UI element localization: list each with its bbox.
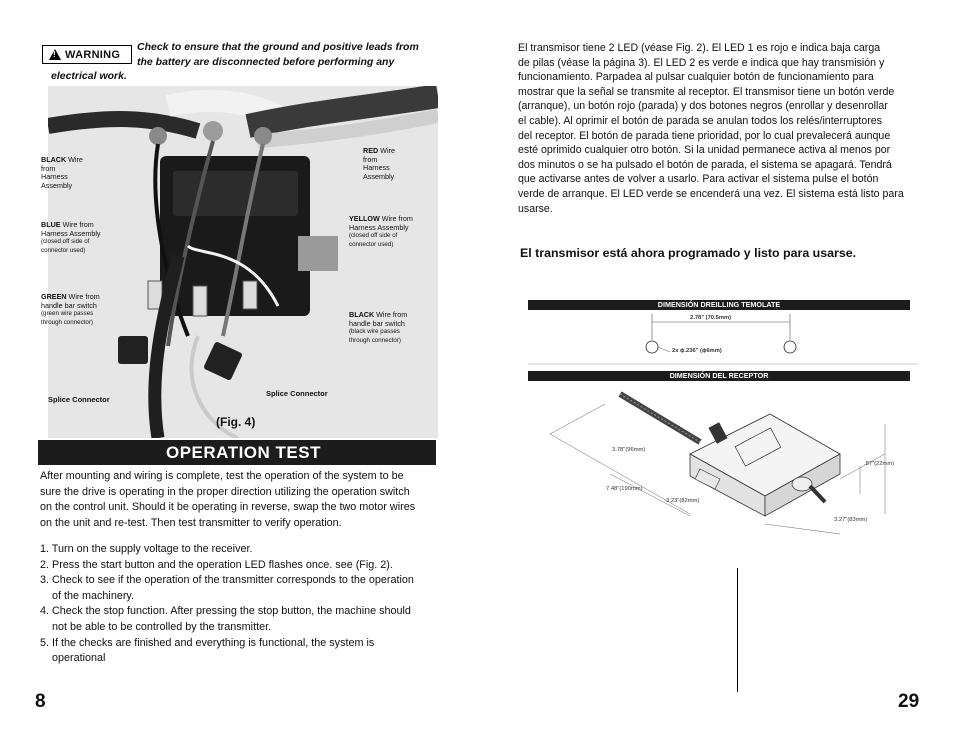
warning-badge bbox=[42, 45, 132, 64]
page-number-left: 8 bbox=[35, 691, 46, 712]
dim-label-1: 3.78"(96mm) bbox=[612, 447, 646, 453]
page-number-right: 29 bbox=[898, 691, 920, 712]
step-3: 3. Check to see if the operation of the transmitter corresponds to the operation bbox=[40, 574, 414, 587]
warning-text-line2: the battery are disconnected before performing any bbox=[137, 56, 395, 68]
drill-template-bar: DIMENSIÓN DREILLING TEMOLATE bbox=[528, 300, 910, 310]
label-black-harness: BLACK Wire from Harness Assembly bbox=[41, 155, 83, 190]
page-divider-line bbox=[737, 568, 738, 692]
programmed-heading: El transmisor está ahora programado y listo para usarse. bbox=[520, 246, 857, 260]
operation-intro: After mounting and wiring is complete, test the operation of the system to be sure the drive is operating in the proper direction utilizing the operation switch on the control unit. Should it be operating in reverse, swap the two motor wires on the unit and re-test. Then test transmitter to verify operation. bbox=[40, 470, 416, 529]
drill-hole-label: 2x ϕ.236" (ϕ6mm) bbox=[672, 348, 722, 354]
operation-steps bbox=[40, 542, 440, 667]
wiring-photo bbox=[48, 86, 438, 438]
step-2: 2. Press the start button and the operation LED flashes once. see (Fig. 2). bbox=[40, 558, 393, 571]
drill-spacing-label: 2.78" (70.5mm) bbox=[690, 315, 732, 321]
dim-label-2: 7.48"(190mm) bbox=[606, 486, 643, 492]
receiver-dim-bar: DIMENSIÓN DEL RECEPTOR bbox=[528, 371, 910, 381]
dim-label-3: 3.23"(82mm) bbox=[666, 498, 700, 504]
label-black-handle: BLACK Wire from handle bar switch (black wire passes through connector) bbox=[349, 310, 408, 344]
spanish-paragraph: El transmisor tiene 2 LED (véase Fig. 2). El LED 1 es rojo e indica baja carga de pilas (véase la página 3). El LED 2 es verde e indica que hay transmisión y funcionamiento. Parpadea al pulsar cualquier botón de funcionamiento para mostrar que la señal se transmite al receptor. El transmisor tiene un botón verde (arranque), un botón rojo (parada) y dos botones negros (enrollar y desenrollar el cable). Al oprimir el botón de parada se anulan todos los relés/interruptores del receptor. El botón de parada tiene prioridad, por lo cual prevalecerá aunque esté oprimido cualquier otro botón. Si la unidad permanece activa al menos por dos minutos o se ha pulsado el botón de parada, el sistema se apagará. Tendrá que activarse antes de volver a usarlo. Para activar el sistema pulse el botón verde de arranque. El LED verde se encenderá una vez. El sistema está listo para usarse. bbox=[518, 42, 904, 215]
splice-connector-left-label: Splice Connector bbox=[48, 395, 110, 404]
step-5: 5. If the checks are finished and everything is functional, the system is bbox=[40, 636, 375, 649]
label-blue-harness: BLUE Wire from Harness Assembly (closed off side of connector used) bbox=[41, 220, 101, 254]
warning-text-line1: Check to ensure that the ground and positive leads from bbox=[137, 41, 419, 53]
wiring-illustration bbox=[48, 86, 438, 438]
section-title-bar: OPERATION TEST bbox=[38, 440, 436, 465]
step-4-cont: not be able to be controlled by the transmitter. bbox=[52, 620, 272, 633]
warning-triangle-icon bbox=[49, 49, 61, 60]
warning-text-line3: electrical work. bbox=[51, 70, 127, 82]
step-1: 1. Turn on the supply voltage to the receiver. bbox=[40, 543, 253, 555]
label-yellow-harness: YELLOW Wire from Harness Assembly (closed off side of connector used) bbox=[349, 214, 413, 248]
receiver-drawing bbox=[540, 384, 910, 554]
warning-label: WARNING bbox=[65, 48, 121, 61]
dim-label-4: .87"(22mm) bbox=[864, 461, 895, 467]
label-green-handle: GREEN Wire from handle bar switch (green wire passes through connector) bbox=[41, 292, 100, 326]
figure-caption: (Fig. 4) bbox=[216, 415, 256, 429]
step-3-cont: of the machinery. bbox=[52, 589, 135, 602]
splice-connector-right-label: Splice Connector bbox=[266, 389, 328, 398]
label-red-harness: RED Wire from Harness Assembly bbox=[363, 146, 395, 181]
dim-label-5: 3.27"(83mm) bbox=[834, 517, 868, 523]
step-4: 4. Check the stop function. After pressing the stop button, the machine should bbox=[40, 605, 411, 618]
step-5-cont: operational bbox=[52, 652, 106, 665]
